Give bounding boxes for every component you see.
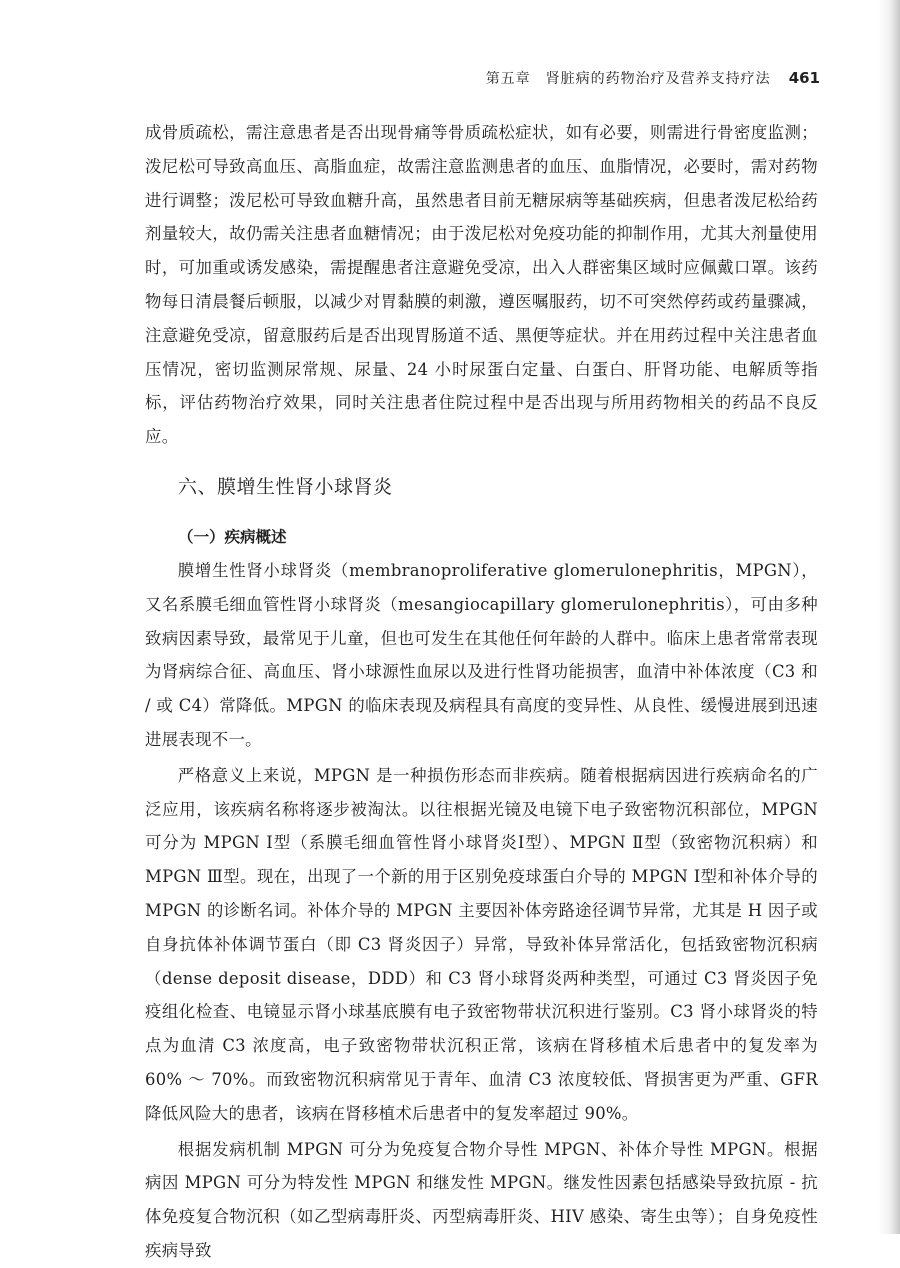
page-number: 461 — [788, 69, 820, 87]
chapter-title: 第五章 肾脏病的药物治疗及营养支持疗法 — [485, 71, 771, 87]
paragraph-mpgn-classification: 严格意义上来说，MPGN 是一种损伤形态而非疾病。随着根据病因进行疾病命名的广泛应用，该疾病名称将逐步被淘汰。以往根据光镜及电镜下电子致密物沉积部位，MPGN 可分为 MPGN Ⅰ型（系膜毛细血管性肾小球肾炎Ⅰ型）、MPGN Ⅱ型（致密物沉积病）和 MPGN Ⅲ型。现在，出现了一个新的用于区别免疫球蛋白介导的 MPGN Ⅰ型和补体介导的 MPGN 的诊断名词。补体介导的 MPGN 主要因补体旁路途径调节异常，尤其是 H 因子或自身抗体补体调节蛋白（即 C3 肾炎因子）异常，导致补体异常活化，包括致密物沉积病（dense deposit disease，DDD）和 C3 肾小球肾炎两种类型，可通过 C3 肾炎因子免疫组化检查、电镜显示肾小球基底膜有电子致密物带状沉积进行鉴别。C3 肾小球肾炎的特点为血清 C3 浓度高，电子致密物带状沉积正常，该病在肾移植术后患者中的复发率为 60% ～ 70%。而致密物沉积病常见于青年、血清 C3 浓度较低、肾损害更为严重、GFR 降低风险大的患者，该病在肾移植术后患者中的复发率超过 90%。 — [145, 765, 818, 1123]
intro-paragraph: 成骨质疏松，需注意患者是否出现骨痛等骨质疏松症状，如有必要，则需进行骨密度监测；泼尼松可导致高血压、高脂血症，故需注意监测患者的血压、血脂情况，必要时，需对药物进行调整；泼尼松可导致血糖升高，虽然患者目前无糖尿病等基础疾病，但患者泼尼松给药剂量较大，故仍需关注患者血糖情况；由于泼尼松对免疫功能的抑制作用，尤其大剂量使用时，可加重或诱发感染，需提醒患者注意避免受凉，出入人群密集区域时应佩戴口罩。该药物每日清晨餐后顿服，以减少对胃黏膜的刺激，遵医嘱服药，切不可突然停药或药量骤减，注意避免受凉，留意服药后是否出现胃肠道不适、黑便等症状。并在用药过程中关注患者血压情况，密切监测尿常规、尿量、24 小时尿蛋白定量、白蛋白、肝肾功能、电解质等指标，评估药物治疗效果，同时关注患者住院过程中是否出现与所用药物相关的药品不良反应。 — [145, 123, 818, 447]
page-edge-shadow — [878, 0, 900, 1234]
running-header — [486, 68, 820, 88]
section-heading: 六、膜增生性肾小球肾炎 — [178, 475, 393, 498]
subsection-heading: （一）疾病概述 — [178, 527, 287, 546]
paragraph-mpgn-mechanism: 根据发病机制 MPGN 可分为免疫复合物介导性 MPGN、补体介导性 MPGN。根据病因 MPGN 可分为特发性 MPGN 和继发性 MPGN。继发性因素包括感染导致抗原 - 抗体免疫复合物沉积（如乙型病毒肝炎、丙型病毒肝炎、HIV 感染、寄生虫等）；自身免疫性疾病导致 — [145, 1139, 818, 1260]
page-body — [145, 116, 818, 1268]
paragraph-mpgn-overview: 膜增生性肾小球肾炎（membranoproliferative glomerulonephritis，MPGN），又名系膜毛细血管性肾小球肾炎（mesangiocapillary glomerulonephritis），可由多种致病因素导致，最常见于儿童，但也可发生在其他任何年龄的人群中。临床上患者常常表现为肾病综合征、高血压、肾小球源性血尿以及进行性肾功能损害，血清中补体浓度（C3 和 / 或 C4）常降低。MPGN 的临床表现及病程具有高度的变异性、从良性、缓慢进展到迅速进展表现不一。 — [145, 560, 818, 749]
